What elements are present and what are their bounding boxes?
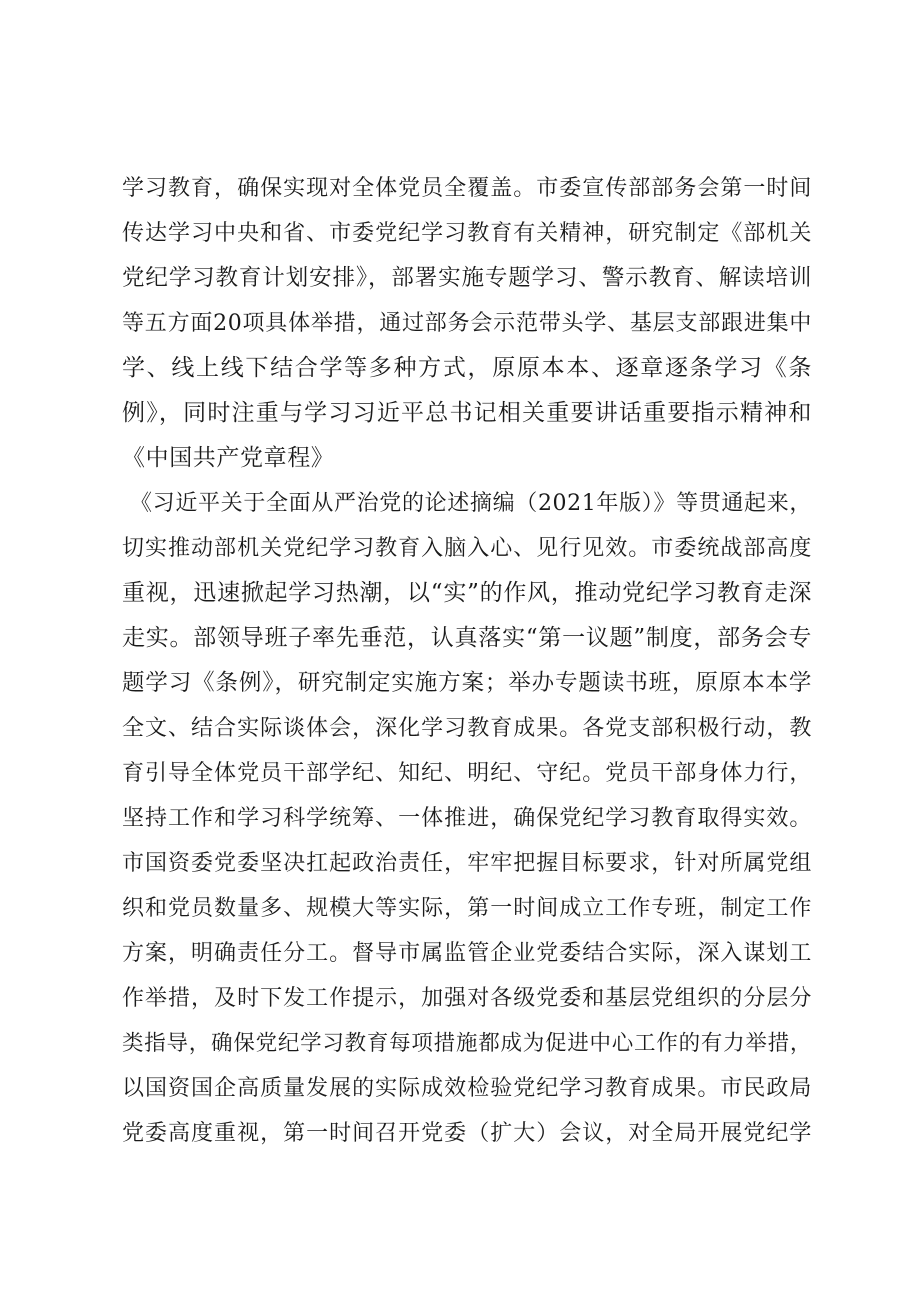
- text-line-13: 全文、结合实际谈体会，深化学习教育成果。各党支部积极行动，教: [122, 716, 812, 741]
- text-line-4: 等五方面20项具体举措，通过部务会示范带头学、基层支部跟进集中: [122, 311, 812, 336]
- text-line-1: 学习教育，确保实现对全体党员全覆盖。市委宣传部部务会第一时间: [122, 176, 812, 201]
- text-line-3: 党纪学习教育计划安排》，部署实施专题学习、警示教育、解读培训: [122, 265, 812, 291]
- text-line-14: 育引导全体党员干部学纪、知纪、明纪、守纪。党员干部身体力行，: [122, 761, 812, 786]
- text-line-6: 例》，同时注重与学习习近平总书记相关重要讲话重要指示精神和: [122, 400, 812, 426]
- text-line-2: 传达学习中央和省、市委党纪学习教育有关精神，研究制定《部机关: [122, 221, 812, 246]
- text-line-21: 以国资国企高质量发展的实际成效检验党纪学习教育成果。市民政局: [122, 1076, 812, 1101]
- text-line-9: 切实推动部机关党纪学习教育入脑入心、见行见效。市委统战部高度: [122, 536, 812, 561]
- text-line-5: 学、线上线下结合学等多种方式，原原本本、逐章逐条学习《条: [122, 355, 812, 381]
- text-line-20: 类指导，确保党纪学习教育每项措施都成为促进中心工作的有力举措，: [122, 1031, 812, 1056]
- text-line-7: 《中国共产党章程》: [122, 445, 335, 471]
- text-line-22: 党委高度重视，第一时间召开党委（扩大）会议，对全局开展党纪学: [122, 1121, 812, 1146]
- text-line-17: 织和党员数量多、规模大等实际，第一时间成立工作专班，制定工作: [122, 896, 812, 921]
- text-line-10: 重视，迅速掀起学习热潮，以“实”的作风，推动党纪学习教育走深: [122, 580, 812, 606]
- text-line-12: 题学习《条例》，研究制定实施方案；举办专题读书班，原原本本学: [122, 670, 812, 696]
- text-line-16: 市国资委党委坚决扛起政治责任，牢牢把握目标要求，针对所属党组: [122, 851, 812, 876]
- text-line-11: 走实。部领导班子率先垂范，认真落实“第一议题”制度，部务会专: [122, 625, 812, 651]
- body-text: [122, 166, 812, 1156]
- text-line-18: 方案，明确责任分工。督导市属监管企业党委结合实际，深入谋划工: [122, 941, 812, 966]
- text-line-8: 《习近平关于全面从严治党的论述摘编（2021年版）》等贯通起来，: [130, 491, 812, 516]
- text-line-19: 作举措，及时下发工作提示，加强对各级党委和基层党组织的分层分: [122, 986, 812, 1011]
- text-line-15: 坚持工作和学习科学统筹、一体推进，确保党纪学习教育取得实效。: [122, 806, 812, 831]
